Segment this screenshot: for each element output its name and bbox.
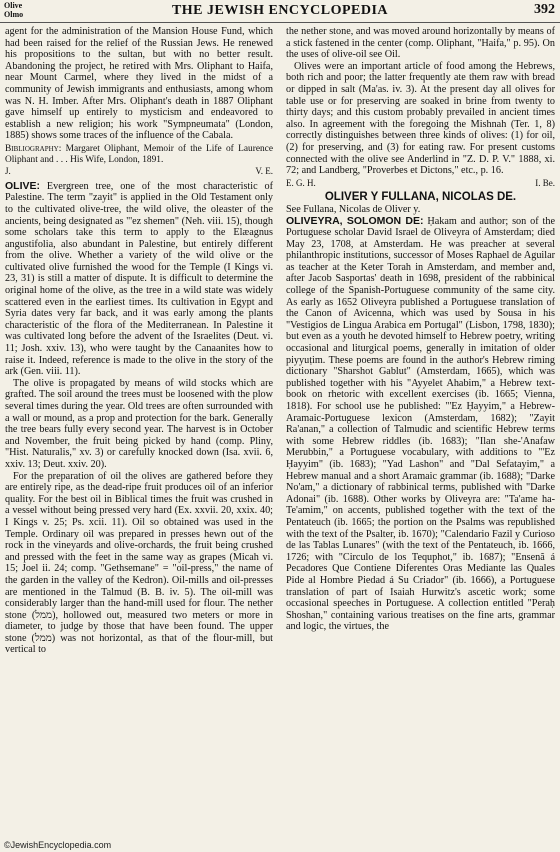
olive-text-3: For the preparation of oil the olives are gathered before they are entirely ripe, as the dead-ripe fruit produces oil of an inferior quality. For the best oil in Biblical times the fruit was crushed in a vessel without being pressed very hard (Ex. xxvii. 20, xxix. 40; I Kings v. 25; Ps. xcii. 11). Oil so obtained was used in the Temple. Ordinary oil was prepared in presses hewn out of the rock in the vineyards and olive-orchards, the fruit being crushed and pressed with the feet in the same way as grapes (Micah vi. 15; Joel ii. 24; comp. "Gethsemane" = "oil-press," the name of the garden in the valley of the Kedron). Oil-mills and oil-presses are mentioned in the Talmud (B. B. iv. 5). The oil-mill was considerably larger than the hand-mill used for flour. The nether stone (ממל), hollowed out, measured two meters or more in diameter, to judge by those that have been found. The upper stone (ממל) was not horizontal, as that of the flour-mill, but vertical to [5, 470, 273, 656]
copyright-watermark: ©JewishEncyclopedia.com [4, 840, 112, 850]
olive-food-paragraph: Olives were an important article of food among the Hebrews, both rich and poor; the latter frequently ate them raw with bread or dipped in salt (Ma'as. iv. 3). At the present day all olives for table use or for preserving are soaked in brine from twenty to thirty days; and this custom probably prevailed in ancient times also. In agreement with the foregoing the Mishnah (Ter. 1, 8) correctly distinguishes between three kinds of olives: (1) for oil, (2) for preserving, and (3) for eating raw. For present customs connected with the olive see Anderlind in "Z. D. P. V." 1888, xi. 72; and Landberg, "Proverbes et Dictons," etc., p. 16. [286, 60, 555, 177]
oliveyra-entry [286, 216, 555, 633]
oliveyra-text: Ḥakam and author; son of the Portuguese scholar David Israel de Oliveyra of Amsterdam; died May 23, 1708, at Amsterdam. He was preacher at several philanthropic institutions, successor of Moses Raphael de Aguilar as teacher at the Keter Torah in Amsterdam, and member and, after Jacob Sasportas' death in 1698, president of the rabbinical college of the Spanish-Portuguese community of the same city. As early as 1652 Oliveyra published a Portuguese translation of the Canon of Avicenna, which was used by Sousa in his "Vestigios de Lingua Arabica em Portugal" (Lisbon, 1798, 1830); but even as a youth he devoted himself to Hebrew poetry, writing occasional and liturgical poems, generally in imitation of older piyyuṭim. These poems are found in the author's Hebrew riming dictionary "Sharshot Gablut" (Amsterdam, 1665), which was published together with his "Ayyelet Ahabim," a Hebrew text-book on rhetoric with excellent exercises (ib. 1665; Vienna, 1818). For school use he published: "'Ez Ḥayyim," a Hebrew-Aramaic-Portuguese lexicon (Amsterdam, 1682); "Zayit Ra'anan," a collection of Talmudic and scientific Hebrew terms with some Hebrew riddles (ib. 1683); "Ilan she-'Anafaw Merubbin," a Portuguese vocabulary, with additions to "'Ez Ḥayyim" (ib. 1683); "Yad Lashon" and "Dal Sefatayim," a Hebrew manual and a short Aramaic grammar (ib. 1688); "Darke No'am," a dictionary of rabbinical terms, published with "Darke Adonai" (ib. 1688). Other works by Oliveyra are: "Ta'ame ha-Te'amim," on accents, published together with the text of the Pentateuch (ib. 1665; the portion on the Psalms was republished with the text of the Psalter, ib. 1670); "Calendario Fazil y Curioso de las Tablas Lunares" (with the text of the Pentateuch, ib. 1666, 1726; with "Circulo de los Tequphot," ib. 1687); "Ensenã á Pecadores Que Contiene Diferentes Oras Mediante las Quales Pide al Hombre Piedad á Su Criador" (ib. 1666), a Portuguese translation of part of Isaiah Hurwitz's ascetic work; some occasional speeches in Portuguese. A collection entitled "Peraḥ Shoshan," containing various treatises on the fine arts, grammar and logic, the virtues, the [286, 215, 555, 633]
oliveyra-headword: OLIVEYRA, SOLOMON DE: [286, 214, 424, 227]
signature-line [5, 166, 273, 178]
signature-line-right [286, 178, 555, 190]
page-number: 392 [534, 2, 555, 17]
olive-entry [5, 181, 273, 378]
signature-right: V. E. [255, 166, 273, 177]
fullana-see-reference: See Fullana, Nicolas de Oliver y. [286, 203, 421, 215]
olive-text-1: Evergreen tree, one of the most characteristic of Palestine. The term "zayit" is applied in the Old Testament only to the cultivated olive-tree, the wild olive, the oleaster of the ancients, being designated as "'ez shemen" (Neh. viii. 15), though some scholars take this term to apply to the Elæagnus angustifolia, also abundant in Palestine, but entirely different from the olive. Whether a variety of the wild olive or the cultivated olive furnished the wood for the Temple (I Kings vi. 23, 31) is still a matter of dispute. It is difficult to determine the original home of the olive, as the tree in a wild state was widely scattered even in the earliest times. Its cultivation in Egypt and Syria dates very far back, and it was early among the plants characteristic of the flora of the Mediterranean. In Palestine it was cultivated long before the advent of the Israelites (Deut. vi. 11; Josh. xxiv. 13), who were taught by the Canaanites how to raise it. Indeed, reference is made to the olive in the story of the ark (Gen. viii. 11). [5, 180, 273, 378]
olive-text-2: The olive is propagated by means of wild stocks which are grafted. The soil around the trees must be loosened with the plow several times during the year. Old trees are often surrounded with a wall or mound, as a prop and protection for the bark. Generally the tree bears fully every second year. The harvest is in October and November, the fruit being picked by hand (comp. Pliny, "Hist. Naturalis," xv. 3) or carefully knocked down (Isa. xvii. 6, xxiv. 13; Deut. xxiv. 20). [5, 377, 273, 470]
olive-headword: OLIVE: [5, 179, 41, 192]
bibliography-text: Margaret Oliphant, Memoir of the Life of Laurence Oliphant and . . . His Wife, London, 1891. [5, 143, 273, 165]
olive-continuation: the nether stone, and was moved around horizontally by means of a stick fastened in the center (comp. Oliphant, "Haifa," p. 95). On the uses of olive-oil see Oil. [286, 26, 555, 61]
guide-word-last: Olmo [4, 10, 24, 19]
page-header [0, 0, 560, 23]
signature-right: I. Be. [535, 177, 555, 188]
bibliography [5, 144, 273, 165]
left-column [5, 26, 273, 656]
fullana-headword: OLIVER Y FULLANA, NICOLAS DE. [324, 191, 517, 204]
signature-left: J. [5, 166, 11, 177]
oliphant-continuation: agent for the administration of the Mansion House Fund, which had been raised for the relief of the Russian Jews. He renewed his propositions to the sultan, but with no better result. Abandoning the project, he retired with Mrs. Oliphant to Haifa, near Mount Carmel, where they lived in the midst of a community of Jewish immigrants and enthusiasts, among whom was N. H. Imber. After Mrs. Oliphant's death in 1887 Oliphant gave himself up entirely to mysticism and endeavored to establish a new religion; his work "Sympneumata" (London, 1885) shows some traces of the influence of the Cabala. [5, 26, 273, 142]
bibliography-label: Bibliography: [5, 143, 62, 154]
guide-word-first: Olive [4, 1, 23, 10]
signature-left: E. G. H. [286, 177, 316, 188]
running-title: THE JEWISH ENCYCLOPEDIA [171, 3, 389, 18]
right-column [286, 26, 555, 633]
